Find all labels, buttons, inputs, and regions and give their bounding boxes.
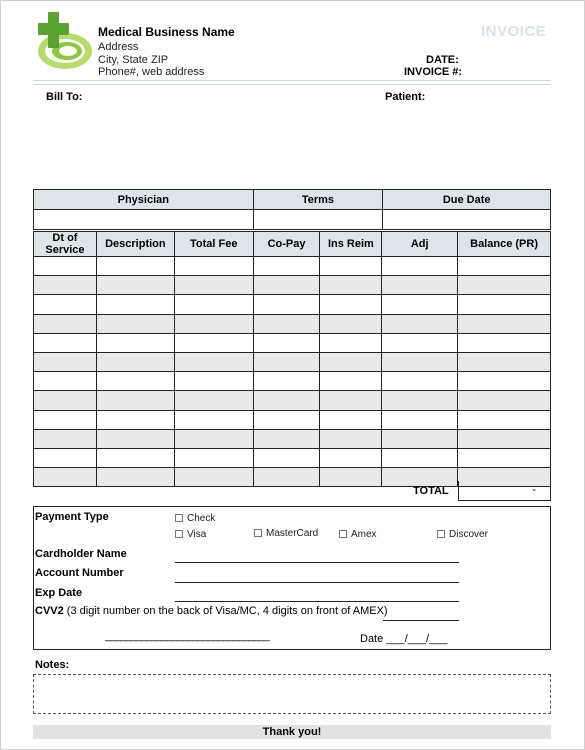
table-cell[interactable] (253, 352, 320, 371)
table-row (34, 314, 551, 333)
table-cell[interactable] (174, 295, 253, 314)
table-cell[interactable] (458, 372, 551, 391)
table-row (34, 410, 551, 429)
table-cell[interactable] (382, 276, 458, 295)
payment-option-check[interactable]: Check (175, 513, 215, 524)
terms-header: Terms (253, 190, 383, 210)
checkbox-icon[interactable] (339, 530, 347, 538)
checkbox-icon[interactable] (254, 529, 262, 537)
table-cell[interactable] (458, 295, 551, 314)
table-cell[interactable] (253, 295, 320, 314)
table-row (34, 352, 551, 371)
table-cell[interactable] (96, 410, 174, 429)
table-cell[interactable] (320, 372, 382, 391)
cvv-label: CVV2 (35, 605, 64, 617)
header-divider-2 (33, 84, 551, 85)
table-cell[interactable] (382, 410, 458, 429)
bill-to-label: Bill To: (46, 91, 83, 103)
table-cell[interactable] (382, 448, 458, 467)
exp-date-label: Exp Date (35, 587, 83, 599)
table-cell[interactable] (458, 448, 551, 467)
total-value: - (532, 484, 536, 496)
table-cell[interactable] (34, 314, 97, 333)
cvv-instructions (35, 605, 388, 617)
signature-line[interactable]: ________________________________ (105, 630, 269, 642)
total-label: TOTAL (413, 485, 449, 497)
notes-field[interactable] (33, 674, 551, 714)
payment-option-visa[interactable]: Visa (175, 529, 206, 540)
table-cell[interactable] (253, 410, 320, 429)
patient-label: Patient: (385, 91, 426, 103)
table-cell[interactable] (34, 352, 97, 371)
table-cell[interactable] (320, 257, 382, 276)
table-cell[interactable] (34, 429, 97, 448)
table-cell[interactable] (253, 257, 320, 276)
table-cell[interactable] (320, 314, 382, 333)
description-header: Description (96, 232, 174, 257)
total-fee-header: Total Fee (174, 232, 253, 257)
table-cell[interactable] (458, 333, 551, 352)
table-row (34, 257, 551, 276)
business-address: Address (98, 41, 139, 53)
table-row (34, 333, 551, 352)
table-cell[interactable] (458, 257, 551, 276)
total-field[interactable] (458, 481, 551, 501)
table-row (34, 429, 551, 448)
table-cell[interactable] (96, 448, 174, 467)
table-cell[interactable] (253, 314, 320, 333)
table-cell[interactable] (34, 372, 97, 391)
table-cell[interactable] (320, 429, 382, 448)
table-cell[interactable] (96, 391, 174, 410)
table-row (34, 295, 551, 314)
cvv-line[interactable] (383, 620, 459, 621)
checkbox-icon[interactable] (175, 530, 183, 538)
table-cell[interactable] (458, 410, 551, 429)
balance-header: Balance (PR) (458, 232, 551, 257)
due-date-field[interactable] (383, 210, 551, 230)
checkbox-icon[interactable] (437, 530, 445, 538)
table-cell[interactable] (253, 448, 320, 467)
table-cell[interactable] (320, 468, 382, 487)
table-cell[interactable] (34, 276, 97, 295)
business-phone-web: Phone#, web address (98, 66, 205, 78)
terms-field[interactable] (253, 210, 383, 230)
table-cell[interactable] (253, 276, 320, 295)
service-date-header: Dt of Service (34, 232, 97, 257)
table-cell[interactable] (96, 257, 174, 276)
table-cell[interactable] (382, 314, 458, 333)
payment-option-discover[interactable]: Discover (437, 529, 488, 540)
account-number-label: Account Number (35, 567, 124, 579)
table-cell[interactable] (320, 352, 382, 371)
table-cell[interactable] (382, 372, 458, 391)
date-label: DATE: (426, 54, 459, 66)
due-date-header: Due Date (383, 190, 551, 210)
table-cell[interactable] (382, 352, 458, 371)
physician-header: Physician (34, 190, 254, 210)
table-cell[interactable] (174, 352, 253, 371)
table-cell[interactable] (320, 333, 382, 352)
table-row (34, 391, 551, 410)
table-cell[interactable] (174, 257, 253, 276)
ins-reim-header: Ins Reim (320, 232, 382, 257)
table-cell[interactable] (96, 429, 174, 448)
table-row (34, 372, 551, 391)
table-cell[interactable] (34, 468, 97, 487)
payment-date[interactable]: Date ___/___/___ (360, 633, 448, 645)
table-cell[interactable] (253, 372, 320, 391)
table-row (34, 276, 551, 295)
table-cell[interactable] (96, 372, 174, 391)
table-cell[interactable] (174, 276, 253, 295)
table-cell[interactable] (174, 333, 253, 352)
physician-table (33, 189, 551, 230)
table-cell[interactable] (320, 410, 382, 429)
table-cell[interactable] (96, 468, 174, 487)
table-cell[interactable] (96, 314, 174, 333)
services-table (33, 231, 551, 487)
table-cell[interactable] (458, 352, 551, 371)
table-cell[interactable] (382, 257, 458, 276)
table-cell[interactable] (174, 391, 253, 410)
table-cell[interactable] (253, 429, 320, 448)
table-cell[interactable] (34, 410, 97, 429)
cardholder-name-line[interactable] (175, 562, 459, 563)
table-cell[interactable] (320, 391, 382, 410)
table-cell[interactable] (458, 314, 551, 333)
table-cell[interactable] (382, 391, 458, 410)
table-cell[interactable] (96, 295, 174, 314)
table-cell[interactable] (458, 429, 551, 448)
table-cell[interactable] (174, 429, 253, 448)
cardholder-name-label: Cardholder Name (35, 548, 127, 560)
table-cell[interactable] (253, 468, 320, 487)
notes-label: Notes: (35, 659, 70, 671)
table-cell[interactable] (34, 257, 97, 276)
invoice-title: INVOICE (481, 23, 547, 40)
table-cell[interactable] (320, 448, 382, 467)
thank-you-banner: Thank you! (33, 725, 551, 739)
table-cell[interactable] (174, 372, 253, 391)
table-cell[interactable] (174, 468, 253, 487)
table-cell[interactable] (320, 295, 382, 314)
table-cell[interactable] (320, 276, 382, 295)
table-cell[interactable] (253, 391, 320, 410)
payment-option-amex[interactable]: Amex (339, 529, 377, 540)
table-cell[interactable] (382, 333, 458, 352)
table-cell[interactable] (458, 276, 551, 295)
medical-cross-logo-icon (35, 9, 95, 71)
table-cell[interactable] (96, 333, 174, 352)
invoice-number-label: INVOICE #: (404, 66, 463, 78)
table-cell[interactable] (96, 352, 174, 371)
table-cell[interactable] (34, 295, 97, 314)
account-number-line[interactable] (175, 582, 459, 583)
table-cell[interactable] (34, 333, 97, 352)
table-cell[interactable] (96, 276, 174, 295)
adj-header: Adj (382, 232, 458, 257)
payment-type-label: Payment Type (35, 511, 109, 523)
table-cell[interactable] (174, 314, 253, 333)
payment-option-mastercard[interactable]: MasterCard (254, 528, 318, 539)
business-name: Medical Business Name (98, 25, 235, 39)
header-divider (33, 80, 551, 81)
table-cell[interactable] (382, 468, 458, 487)
table-cell[interactable] (382, 295, 458, 314)
co-pay-header: Co-Pay (253, 232, 320, 257)
cvv-note: (3 digit number on the back of Visa/MC, 4 digits on front of AMEX) (63, 605, 388, 617)
business-city-state-zip: City, State ZIP (98, 54, 169, 66)
table-cell[interactable] (458, 391, 551, 410)
table-cell[interactable] (174, 448, 253, 467)
table-cell[interactable] (253, 333, 320, 352)
table-cell[interactable] (34, 448, 97, 467)
table-cell[interactable] (174, 410, 253, 429)
table-row (34, 448, 551, 467)
checkbox-icon[interactable] (175, 514, 183, 522)
exp-date-line[interactable] (175, 601, 459, 602)
table-cell[interactable] (382, 429, 458, 448)
table-cell[interactable] (34, 391, 97, 410)
physician-field[interactable] (34, 210, 254, 230)
services-table-body (34, 257, 551, 487)
